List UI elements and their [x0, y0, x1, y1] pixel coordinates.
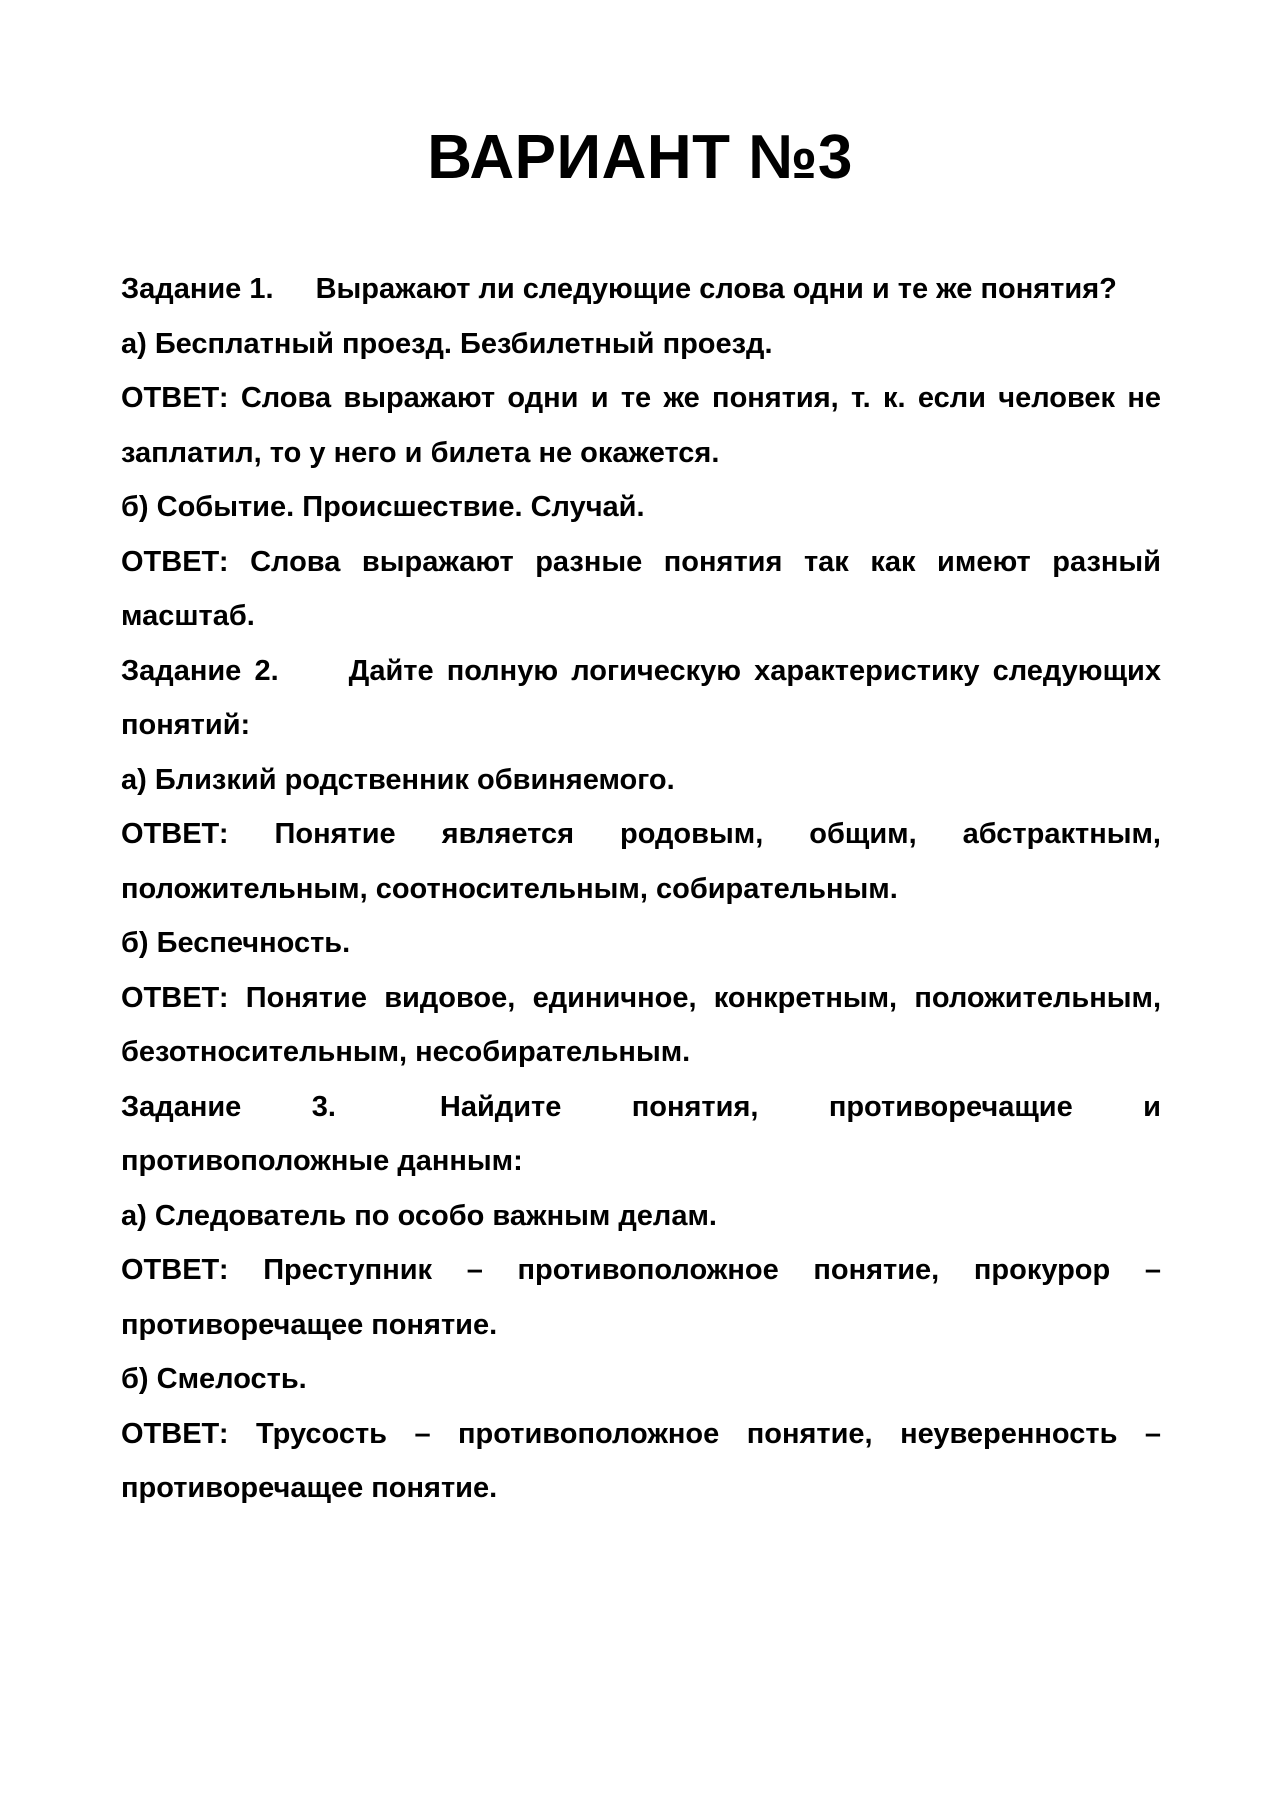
answer-2a: ОТВЕТ: Понятие является родовым, общим, абстрактным, положительным, соотносительным, собирательным. — [121, 818, 1161, 905]
answer-3a: ОТВЕТ: Преступник – противоположное понятие, прокурор – противоречащее понятие. — [121, 1254, 1161, 1341]
document-body — [121, 262, 1161, 1516]
answer-1b: ОТВЕТ: Слова выражают разные понятия так как имеют разный масштаб. — [121, 545, 1161, 632]
item-3a: а) Следователь по особо важным делам. — [121, 1199, 717, 1232]
task-label: Задание 2. — [121, 654, 279, 687]
answer-2b: ОТВЕТ: Понятие видовое, единичное, конкретным, положительным, безотносительным, несобирательным. — [121, 981, 1161, 1068]
item-3b: б) Смелость. — [121, 1363, 307, 1395]
page-title: ВАРИАНТ №3 — [427, 123, 853, 192]
item-2a: а) Близкий родственник обвиняемого. — [121, 763, 675, 796]
item-2b: б) Беспечность. — [121, 927, 351, 959]
task-text: Найдите понятия, противоречащие и противоположные данным: — [121, 1090, 1161, 1177]
answer-1a: ОТВЕТ: Слова выражают одни и те же понятия, т. к. если человек не заплатил, то у него и билета не окажется. — [121, 382, 1161, 469]
task-label: Задание 3. — [121, 1090, 336, 1123]
task-text: Выражают ли следующие слова одни и те же понятия? — [315, 273, 1117, 305]
task-text: Дайте полную логическую характеристику следующих понятий: — [121, 654, 1161, 741]
task-2 — [121, 644, 1161, 753]
task-3 — [121, 1080, 1161, 1189]
answer-3b: ОТВЕТ: Трусость – противоположное понятие, неуверенность – противоречащее понятие. — [121, 1417, 1161, 1504]
item-1a: а) Бесплатный проезд. Безбилетный проезд. — [121, 327, 773, 360]
item-1b: б) Событие. Происшествие. Случай. — [121, 491, 645, 523]
task-1 — [121, 262, 1161, 317]
task-label: Задание 1. — [121, 273, 274, 305]
